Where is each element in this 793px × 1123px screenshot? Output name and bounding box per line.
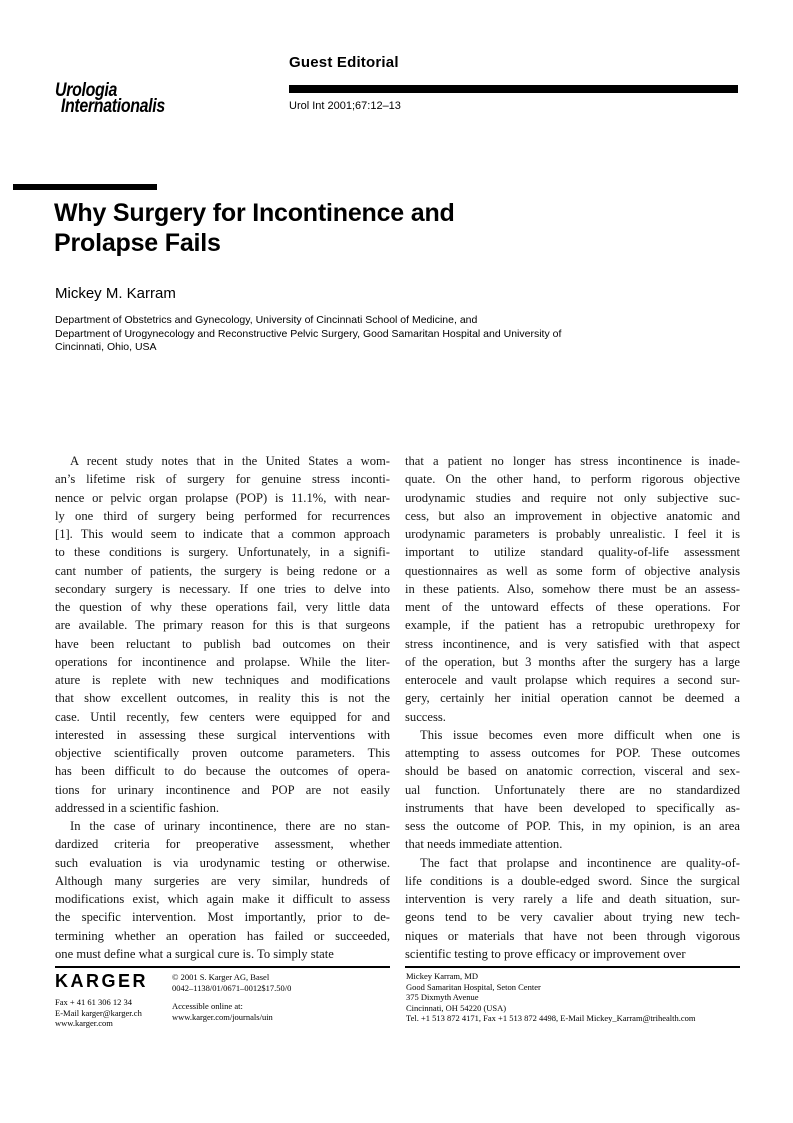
body-text-line: gery, certainly her initial operation cannot be deemed a <box>405 691 740 706</box>
body-text-line: one must define what a surgical cure is. To simply state <box>55 946 334 961</box>
body-text-line: case. Until recently, few centers were equipped for and <box>55 709 390 724</box>
body-text-line: termining whether an operation has failed or succeeded, <box>55 928 390 943</box>
footer-rule-right <box>405 966 740 968</box>
article-title <box>54 198 455 258</box>
body-text-line: In the case of urinary incontinence, there are no stan- <box>70 819 390 833</box>
body-text-line: modifications exist, which again make it difficult to assess <box>55 892 390 906</box>
body-text-line: that a patient no longer has stress incontinence is inade- <box>405 454 740 468</box>
section-label: Guest Editorial <box>289 54 399 71</box>
body-text-line: to these conditions is surgery. Unfortunately, in a signifi- <box>55 545 390 560</box>
journal-logo-line1: Urologia <box>55 80 118 101</box>
body-text-line: sess the outcome of POP. This, in my opinion, is an area <box>405 819 740 833</box>
body-text-line: such evaluation is via urodynamic testing or otherwise. <box>55 855 390 870</box>
body-text-line: niques or materials that have not been through vigorous <box>405 928 740 943</box>
online-access-line: www.karger.com/journals/uin <box>172 1011 273 1022</box>
body-text-line: ature is replete with new techniques and modifications <box>55 673 390 687</box>
body-text-line: quate. On the other hand, to perform rigorous objective <box>405 472 740 487</box>
title-marker-bar <box>13 184 157 190</box>
body-text-line: This issue becomes even more difficult when one is <box>420 727 740 742</box>
body-text-line: ment of the untoward effects of these operations. For <box>405 600 740 614</box>
body-text-line: are available. The primary reason for this is that surgeons <box>55 618 390 633</box>
body-text-line: important to utilize standard quality-of-life assessment <box>405 545 740 560</box>
copyright-block <box>172 972 291 993</box>
body-text-line: stress incontinence, and is very satisfied with that aspect <box>405 636 740 651</box>
online-access-line: Accessible online at: <box>172 1001 243 1011</box>
copyright-line: © 2001 S. Karger AG, Basel <box>172 972 270 982</box>
publisher-contact <box>55 997 142 1029</box>
affiliation-line: Department of Obstetrics and Gynecology, University of Cincinnati School of Medicine, and <box>55 314 478 326</box>
body-text-line: scientific testing to prove efficacy or improvement over <box>405 946 686 961</box>
affiliation-line: Cincinnati, Ohio, USA <box>55 341 157 353</box>
correspondence-block <box>406 971 695 1024</box>
body-text-line: should be based on anatomic correction, visceral and sex- <box>405 764 740 779</box>
journal-citation: Urol Int 2001;67:12–13 <box>289 100 401 112</box>
publisher-logo: KARGER <box>55 971 149 991</box>
body-text-line: life conditions is a double-edged sword. Since the surgical <box>405 873 740 888</box>
body-text-line: operations for incontinence and prolapse. While the liter- <box>55 654 390 669</box>
body-text-line: success. <box>405 709 446 724</box>
body-text-line: [1]. This would seem to indicate that a common approach <box>55 527 390 541</box>
body-text-line: cant number of patients, the surgery is being redone or a <box>55 563 390 578</box>
journal-logo <box>55 80 165 117</box>
body-column-left <box>55 452 390 963</box>
body-column-right <box>405 452 740 963</box>
body-text-line: that needs immediate attention. <box>405 837 563 852</box>
body-text-line: nence or pelvic organ prolapse (POP) is 11.1%, with near- <box>55 490 390 505</box>
body-text-line: in these patients. Also, somehow there must be an assess- <box>405 581 740 596</box>
body-text-line: addressed in a scientific fashion. <box>55 800 220 815</box>
affiliation-line: Department of Urogynecology and Reconstructive Pelvic Surgery, Good Samaritan Hospital and University of <box>55 327 562 340</box>
header-rule-bar <box>289 85 738 93</box>
publisher-contact-line: Fax + 41 61 306 12 34 <box>55 997 133 1007</box>
publisher-contact-line: E-Mail karger@karger.ch <box>55 1007 142 1018</box>
body-text-line: interested in assessing these surgical interventions with <box>55 727 390 742</box>
body-text-line: secondary surgery is necessary. If one tries to delve into <box>55 581 390 596</box>
body-text-line: example, if the patient has a retropubic urethropexy for <box>405 618 740 633</box>
body-text-line: geons tend to be very cavalier about trying new tech- <box>405 910 740 925</box>
body-text-line: The fact that prolapse and incontinence are quality-of- <box>420 855 740 870</box>
copyright-line: 0042–1138/01/0671–0012$17.50/0 <box>172 982 292 993</box>
body-text-line: questionnaires as well as some form of objective analysis <box>405 563 740 578</box>
affiliations <box>55 314 561 355</box>
body-text-line: A recent study notes that in the United States a wom- <box>70 454 390 468</box>
body-text-line: urodynamic parameters is probably unrealistic. I feel it is <box>405 527 740 541</box>
body-text-line: intervention is very rarely a life and death situation, sur- <box>405 892 740 906</box>
footer-rule-left <box>55 966 390 968</box>
correspondence-line: Tel. +1 513 872 4171, Fax +1 513 872 4498, E-Mail Mickey_Karram@trihealth.com <box>406 1013 696 1023</box>
body-text-line: objective scientifically proven outcome parameters. This <box>55 746 390 760</box>
body-text-line: tions for urinary incontinence and POP are not easily <box>55 782 390 797</box>
correspondence-line: Good Samaritan Hospital, Seton Center <box>406 981 541 992</box>
publisher-contact-line: www.karger.com <box>55 1018 113 1028</box>
body-text-line: of the operation, but 3 months after the surgery has a large <box>405 654 740 669</box>
body-text-line: instruments that have been developed to specifically as- <box>405 800 740 815</box>
body-text-line: cess, but also an improvement in objective anatomic and <box>405 508 740 523</box>
article-title-line1: Why Surgery for Incontinence and <box>54 199 455 227</box>
body-text-line: ly one third of surgery being performed for recurrences <box>55 508 390 523</box>
body-text-line: the specific intervention. Most importantly, prior to de- <box>55 910 390 925</box>
body-text-line: Although many surgeries are very similar, hundreds of <box>55 873 390 888</box>
body-text-line: ual function. Unfortunately there are no standardized <box>405 782 740 797</box>
correspondence-line: Cincinnati, OH 54220 (USA) <box>406 1002 507 1013</box>
body-text-line: has been difficult to do because the outcomes of opera- <box>55 764 390 779</box>
body-text-line: urodynamic studies and require not only subjective suc- <box>405 490 740 505</box>
body-text-line: that show excellent outcomes, in reality this is not the <box>55 691 390 706</box>
body-text-line: dardized criteria for preoperative assessment, whether <box>55 837 390 852</box>
correspondence-line: 375 Dixmyth Avenue <box>406 992 479 1002</box>
body-text-line: have been reluctant to publish bad outcomes on their <box>55 636 390 651</box>
body-text-line: enterocele and vault prolapse which requires a second sur- <box>405 673 740 687</box>
correspondence-line: Mickey Karram, MD <box>406 971 478 981</box>
online-access-block <box>172 1001 273 1022</box>
journal-logo-line2: Internationalis <box>60 96 165 117</box>
article-title-line2: Prolapse Fails <box>54 229 221 257</box>
author-name: Mickey M. Karram <box>55 285 176 302</box>
body-text-line: an’s lifetime risk of surgery for genuine stress inconti- <box>55 472 390 487</box>
body-text-line: the question of why these operations fail, very little data <box>55 600 390 614</box>
body-text-line: attempting to assess outcomes for POP. These outcomes <box>405 746 740 760</box>
